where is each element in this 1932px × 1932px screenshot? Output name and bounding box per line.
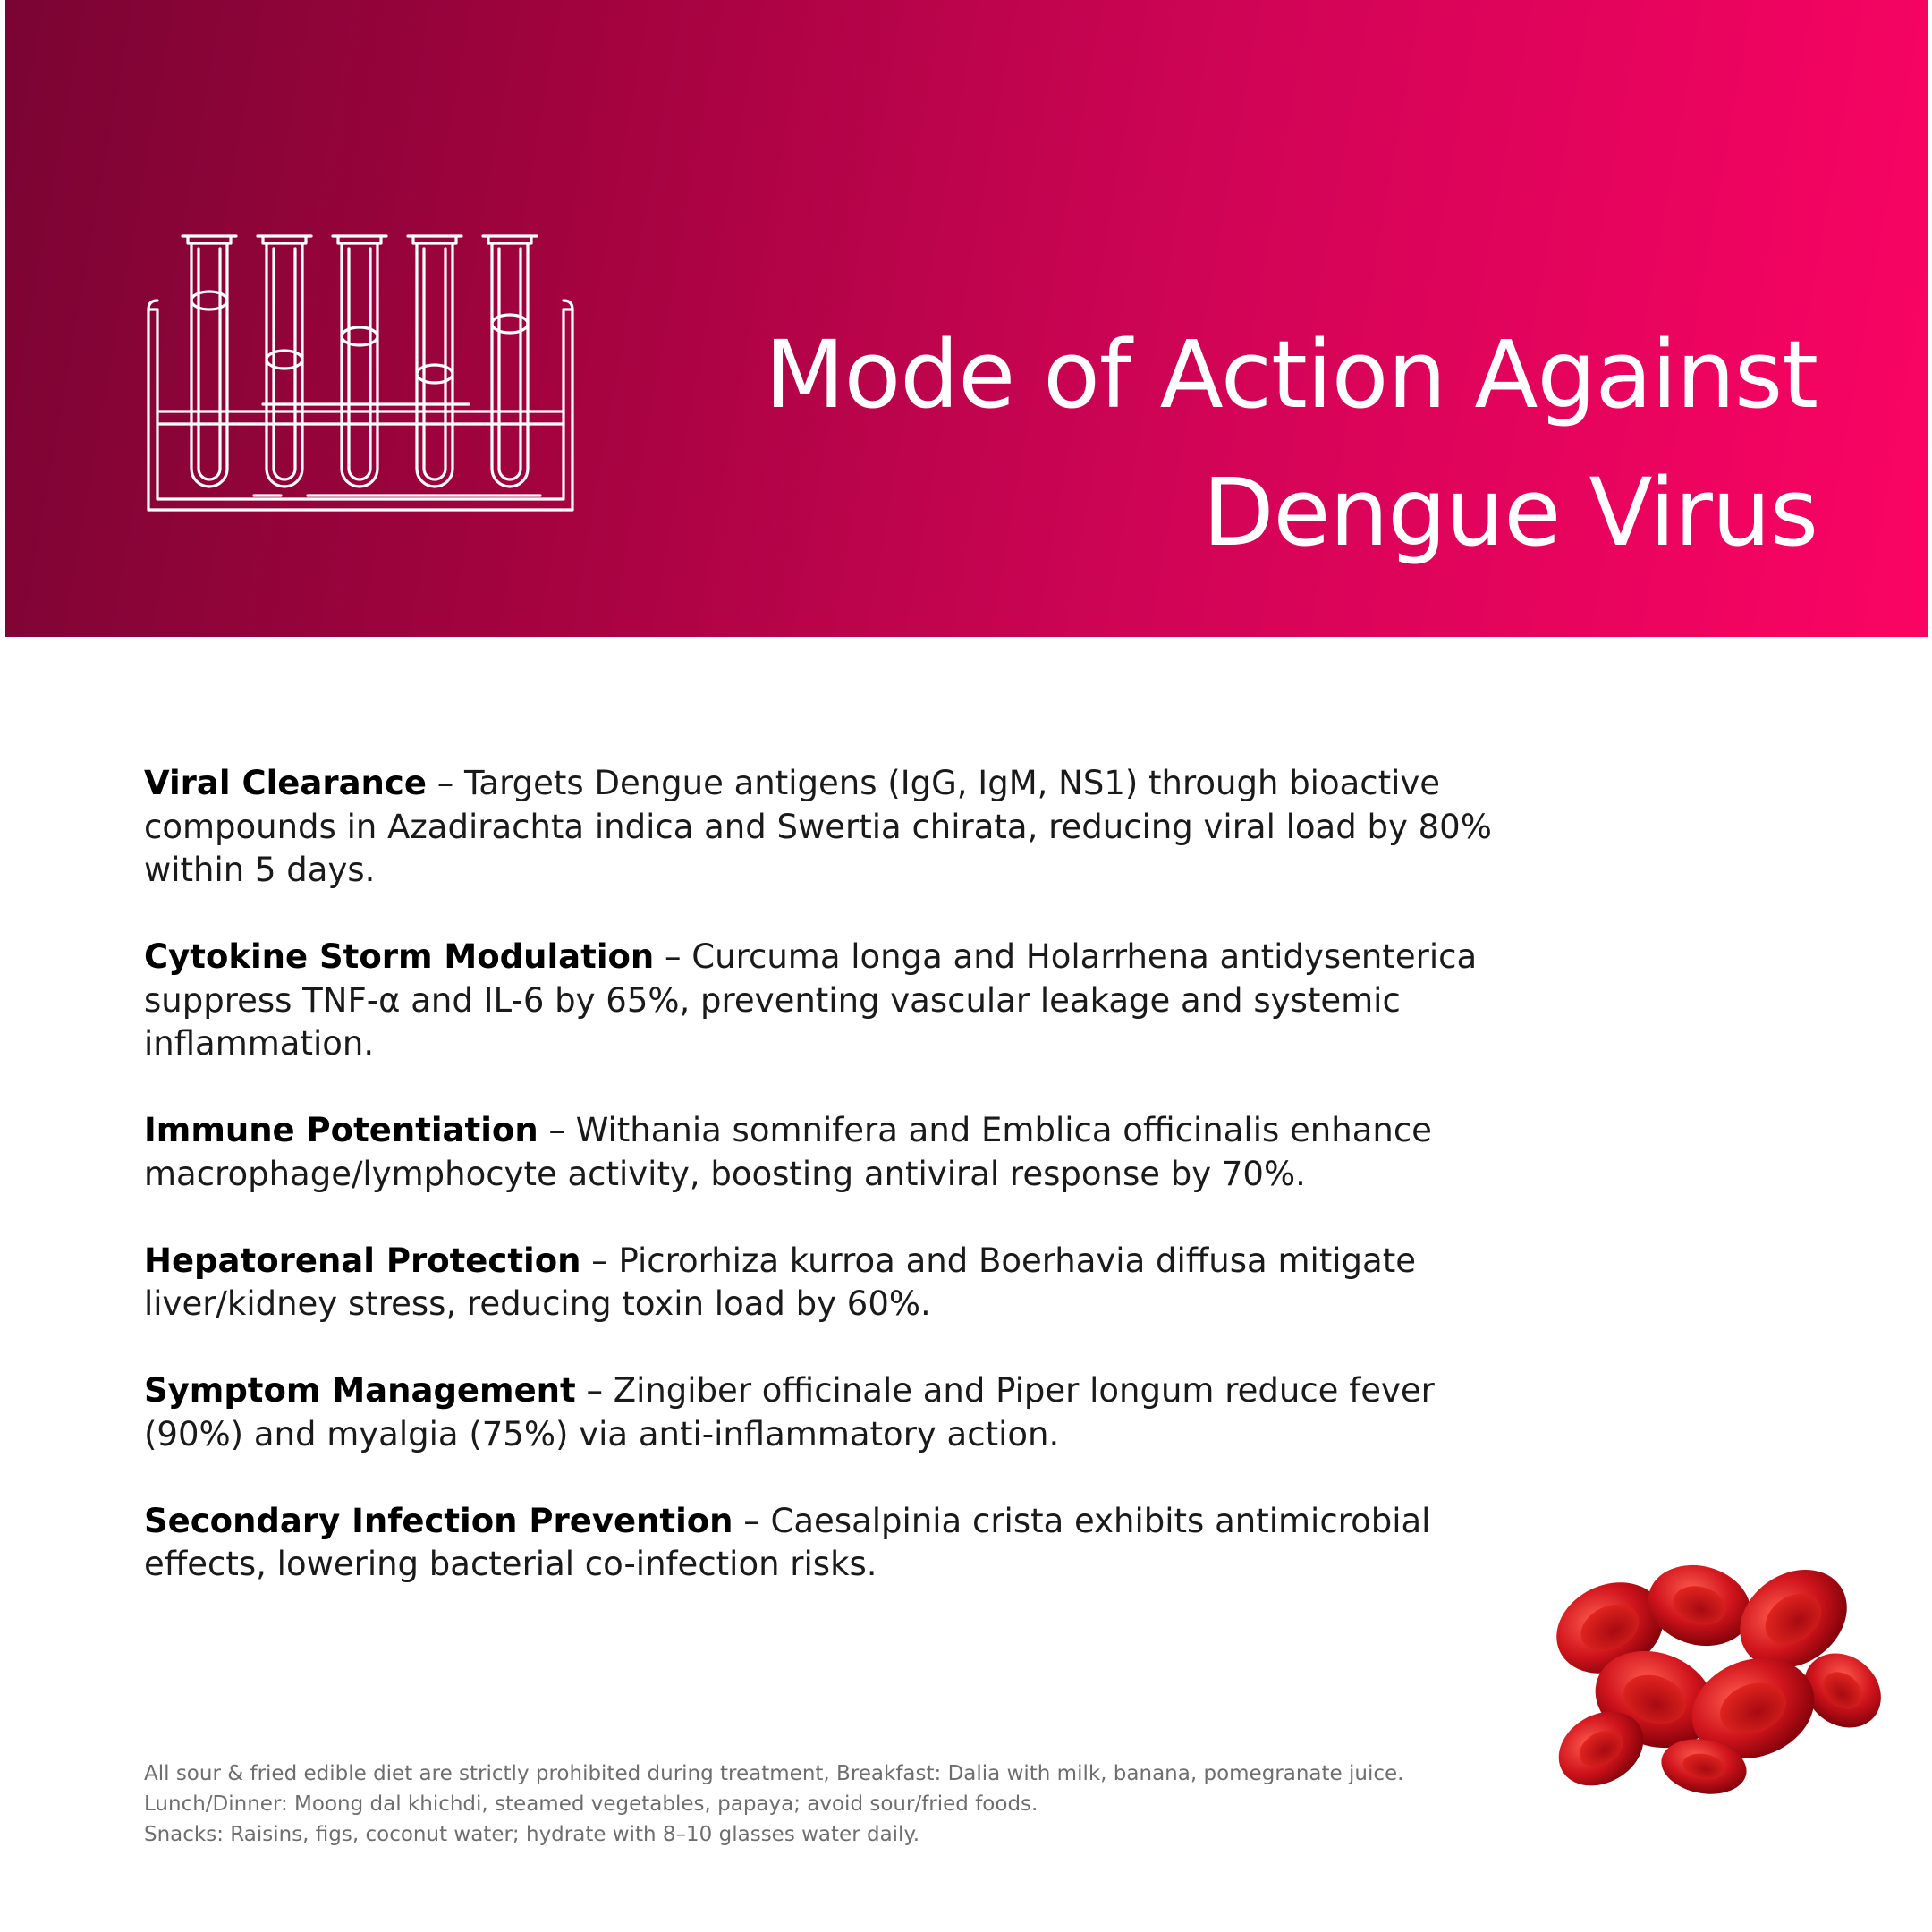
mechanism-item <box>144 762 1539 893</box>
diet-note-line-1: All sour & fried edible diet are strictly prohibited during treatment, Breakfast: Dalia with milk, banana, pomegranate juice. Lunch/Dinner: Moong dal khichdi, steamed vegetables, papaya; avoid sour/fried foods. <box>144 1762 1404 1816</box>
page-title <box>655 306 1818 581</box>
mechanism-text: – Withania somnifera and Emblica officinalis enhance macrophage/lymphocyte activity, boosting antiviral response by 70%. <box>144 1111 1432 1193</box>
mechanism-text: – Zingiber officinale and Piper longum reduce fever (90%) and myalgia (75%) via anti-inflammatory action. <box>144 1371 1435 1453</box>
mechanism-item <box>144 936 1539 1066</box>
diet-note-line-2: Snacks: Raisins, figs, coconut water; hydrate with 8–10 glasses water daily. <box>144 1823 920 1846</box>
mechanism-item <box>144 1369 1539 1456</box>
test-tube-rack-icon <box>147 231 574 512</box>
header-banner <box>5 0 1928 637</box>
mechanism-text: – Targets Dengue antigens (IgG, IgM, NS1) through bioactive compounds in Azadirachta indica and Swertia chirata, reducing viral load by 80% within 5 days. <box>144 764 1492 889</box>
mechanism-heading: Viral Clearance <box>144 764 427 802</box>
mechanism-heading: Secondary Infection Prevention <box>144 1501 733 1540</box>
title-line-2: Dengue Virus <box>1202 457 1818 567</box>
mechanism-text: – Picrorhiza kurroa and Boerhavia diffusa mitigate liver/kidney stress, reducing toxin load by 60%. <box>144 1241 1416 1323</box>
mechanism-text: – Caesalpinia crista exhibits antimicrobial effects, lowering bacterial co-infection risks. <box>144 1501 1431 1583</box>
title-line-1: Mode of Action Against <box>764 319 1818 429</box>
mechanism-heading: Hepatorenal Protection <box>144 1241 581 1280</box>
diet-note <box>144 1758 1504 1850</box>
mechanism-heading: Immune Potentiation <box>144 1111 538 1149</box>
mechanism-list <box>144 762 1539 1630</box>
red-blood-cells-icon <box>1547 1556 1887 1798</box>
mechanism-item <box>144 1240 1539 1326</box>
mechanism-item <box>144 1109 1539 1196</box>
mechanism-item <box>144 1500 1539 1587</box>
mechanism-heading: Cytokine Storm Modulation <box>144 937 655 976</box>
mechanism-text: – Curcuma longa and Holarrhena antidysenterica suppress TNF-α and IL-6 by 65%, preventing vascular leakage and systemic inflammation. <box>144 937 1478 1063</box>
mechanism-heading: Symptom Management <box>144 1371 576 1410</box>
